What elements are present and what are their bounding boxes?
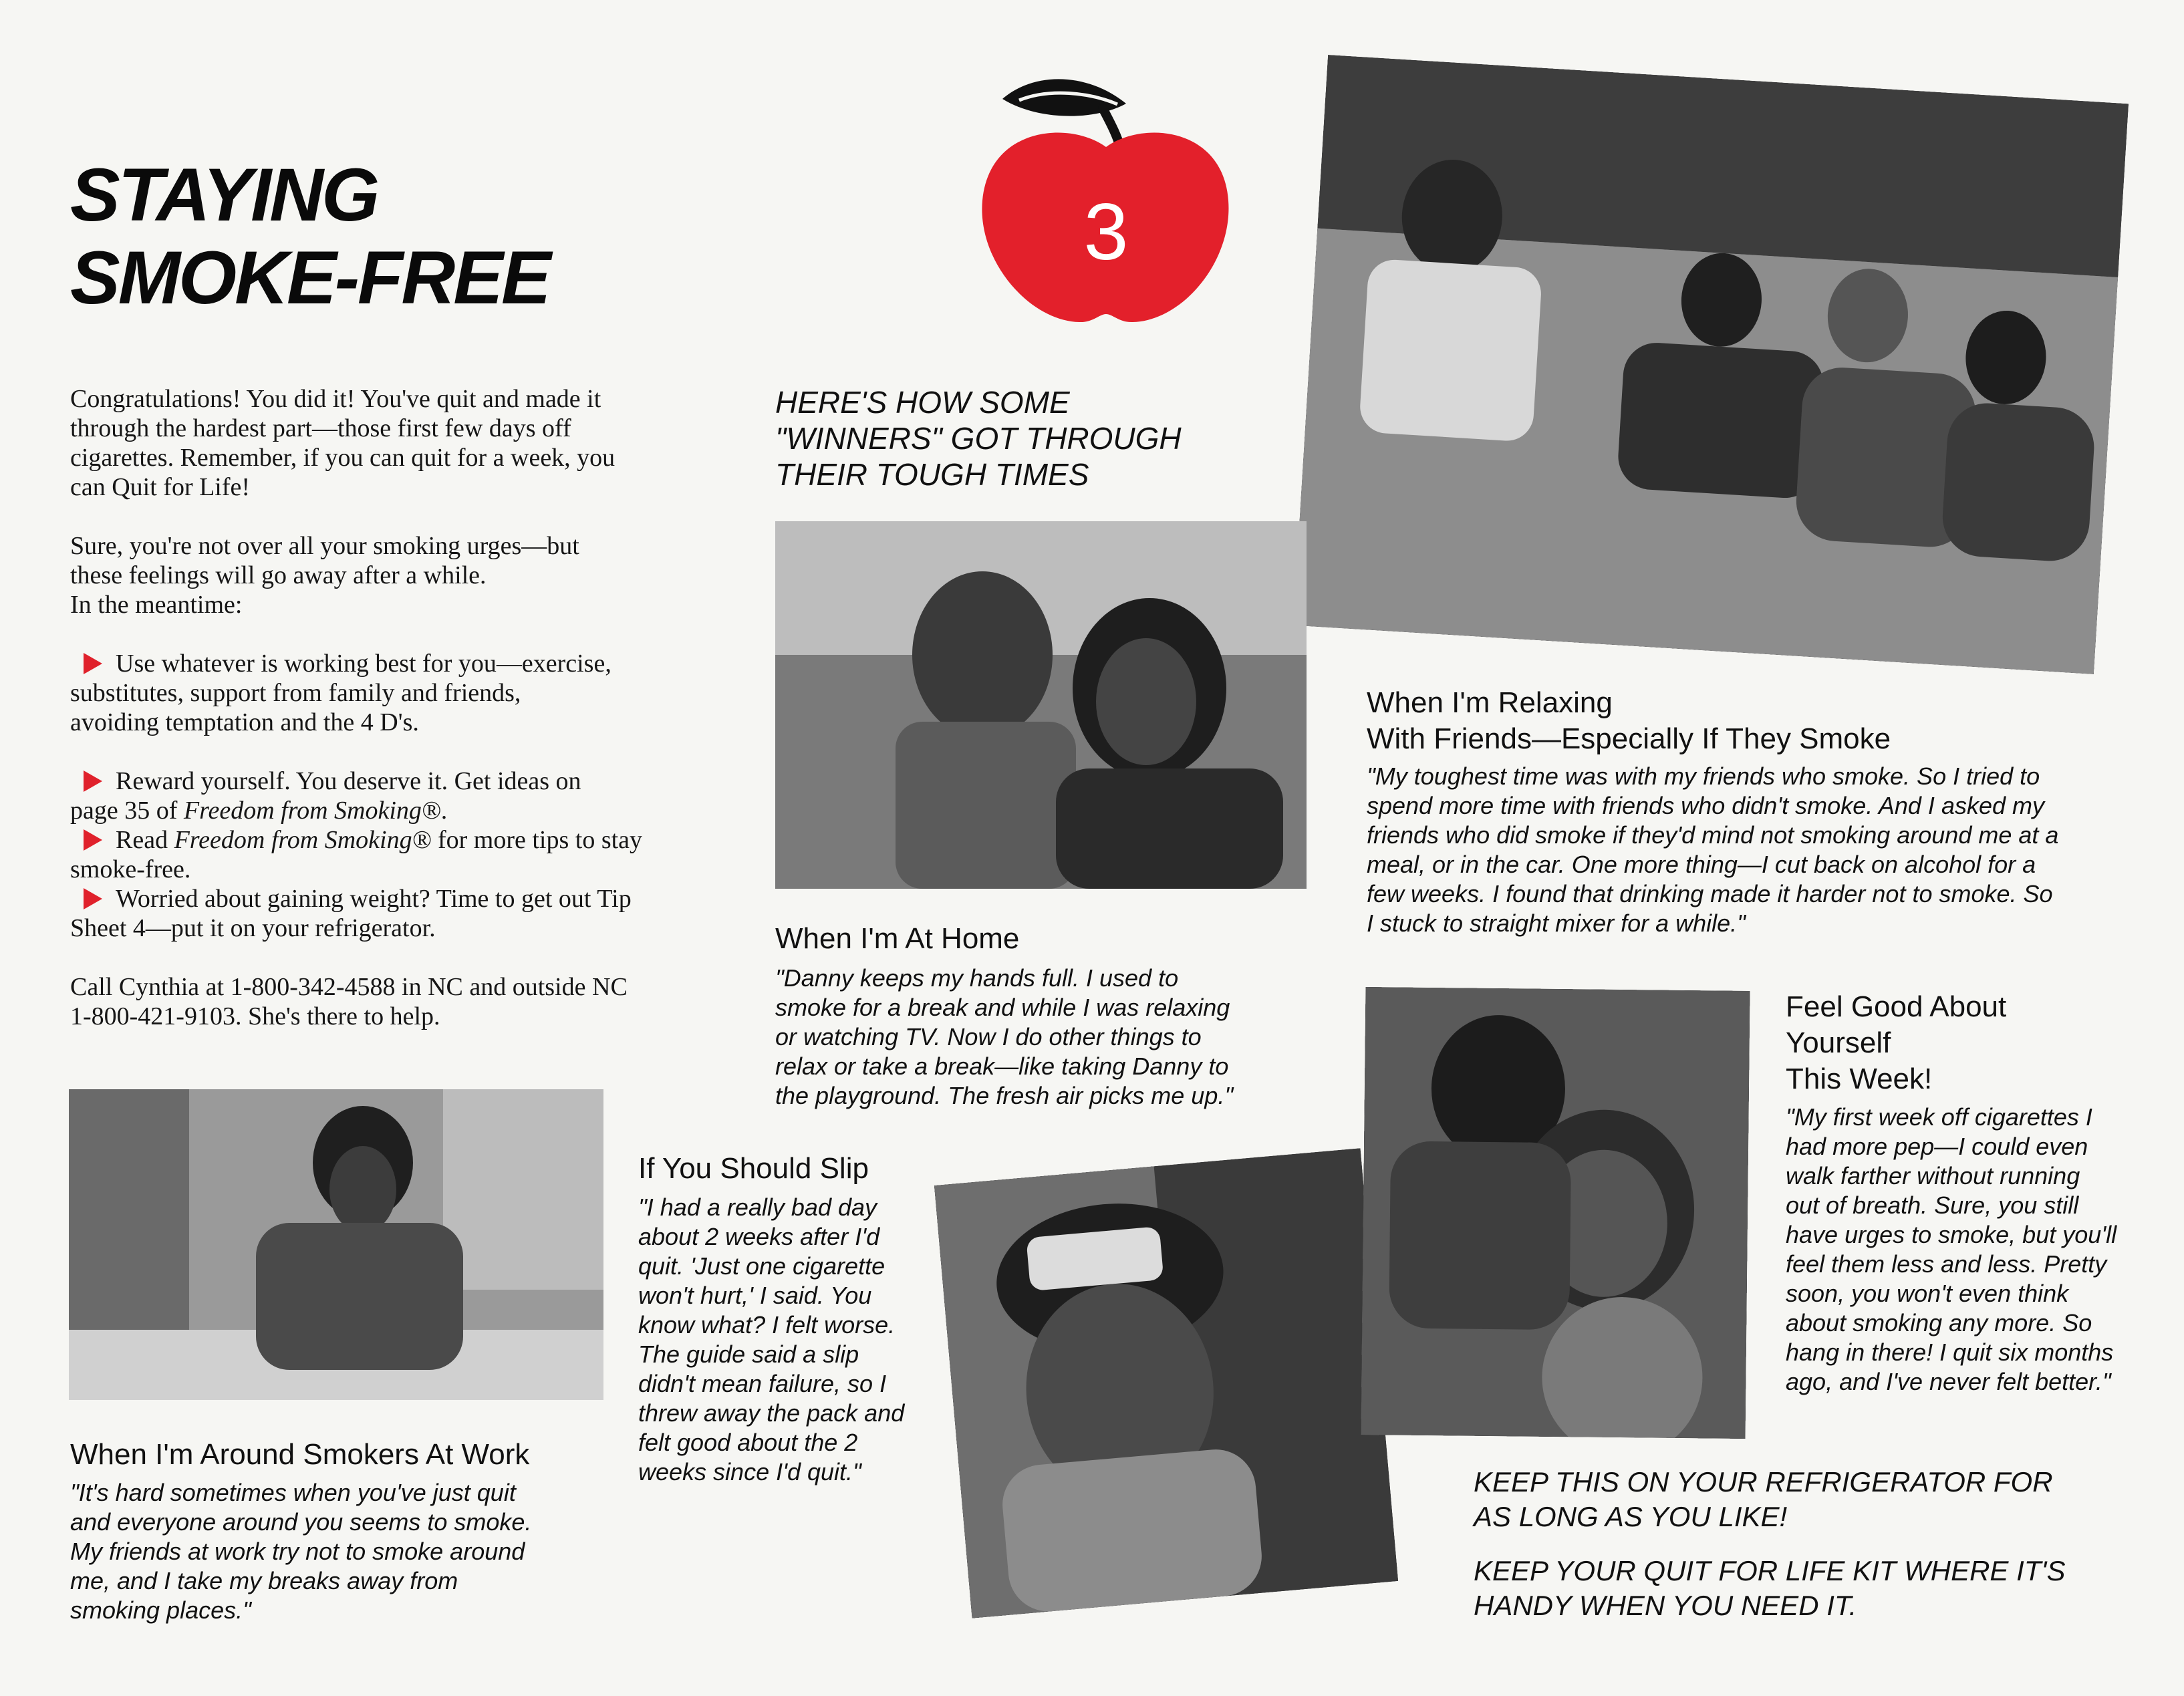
bullet-triangle-icon [70, 826, 116, 854]
bullet-triangle-icon [70, 885, 116, 913]
keep-refrigerator-text: KEEP THIS ON YOUR REFRIGERATOR FOR AS LONG AS YOU LIKE! [1474, 1466, 2053, 1532]
feelgood-heading: Feel Good About Yourself This Week! [1786, 990, 2007, 1095]
intro-paragraph-1: Congratulations! You did it! You've quit and made it through the hardest part—those first few days off cigarettes. Remember, if you can quit for a week, you can Quit for Life! [70, 385, 616, 501]
apple-icon [962, 47, 1250, 334]
work-quote: "It's hard sometimes when you've just quit and everyone around you seems to smoke. My friends at work try not to smoke around me, and I take my breaks away from smoking places." [70, 1479, 532, 1624]
winners-heading: HERE'S HOW SOME "WINNERS" GOT THROUGH THEIR TOUGH TIMES [775, 385, 1182, 492]
title-line-2: SMOKE-FREE [70, 236, 549, 319]
page-title [70, 154, 549, 319]
relaxing-quote: "My toughest time was with my friends who smoke. So I tried to spend more time with friends who didn't smoke. And I asked my friends who did smoke if they'd mind not smoking around me at a meal, or in the car. One more thing—I cut back on alcohol for a few weeks. I found that drinking made it harder not to smoke. So I stuck to straight mixer for a while." [1367, 762, 2059, 937]
work-heading: When I'm Around Smokers At Work [70, 1438, 530, 1471]
photo-woman-at-desk [69, 1089, 603, 1400]
photo-man-with-cap [934, 1148, 1398, 1618]
relaxing-heading: When I'm Relaxing With Friends—Especially If They Smoke [1367, 686, 1891, 755]
bullet-triangle-icon [70, 650, 116, 678]
tip-bullet-4: Worried about gaining weight? Time to get out Tip Sheet 4—put it on your refrigerator. [70, 885, 632, 942]
slip-quote: "I had a really bad day about 2 weeks after I'd quit. 'Just one cigarette won't hurt,' I said. You know what? I felt worse. The guide said a slip didn't mean failure, so I threw away the pack and felt good about the 2 weeks since I'd quit." [638, 1193, 905, 1486]
photo-mother-and-child [775, 521, 1307, 889]
call-cynthia-text: Call Cynthia at 1-800-342-4588 in NC and outside NC 1-800-421-9103. She's there to help. [70, 973, 628, 1030]
home-quote: "Danny keeps my hands full. I used to smoke for a break and while I was relaxing or watching TV. Now I do other things to relax or take a break—like taking Danny to the playground. The fresh air picks me up." [775, 964, 1234, 1109]
tip-bullet-2: Reward yourself. You deserve it. Get ideas on page 35 of Freedom from Smoking®. [70, 767, 581, 825]
apple-number: 3 [1083, 187, 1129, 277]
slip-heading: If You Should Slip [638, 1152, 869, 1185]
bullet-triangle-icon [70, 767, 116, 795]
tip-bullet-1: Use whatever is working best for you—exercise, substitutes, support from family and friends, avoiding temptation and the 4 D's. [70, 650, 611, 736]
tip-bullet-3: Read Freedom from Smoking® for more tips to stay smoke-free. [70, 826, 643, 883]
keep-kit-text: KEEP YOUR QUIT FOR LIFE KIT WHERE IT'S HANDY WHEN YOU NEED IT. [1474, 1555, 2066, 1621]
home-heading: When I'm At Home [775, 922, 1020, 955]
title-line-1: STAYING [70, 153, 378, 237]
feelgood-quote: "My first week off cigarettes I had more pep—I could even walk farther without running out of breath. Sure, you still have urges to smoke, but you'll feel them less and less. Pretty soon, you won't even think about smoking any more. So hang in there! I quit six months ago, and I've never felt better." [1786, 1103, 2117, 1395]
intro-text [70, 384, 732, 1061]
photo-father-and-child [1361, 987, 1750, 1439]
photo-friends-relaxing [1293, 55, 2129, 674]
intro-paragraph-2: Sure, you're not over all your smoking urges—but these feelings will go away after a while. In the meantime: [70, 532, 579, 619]
